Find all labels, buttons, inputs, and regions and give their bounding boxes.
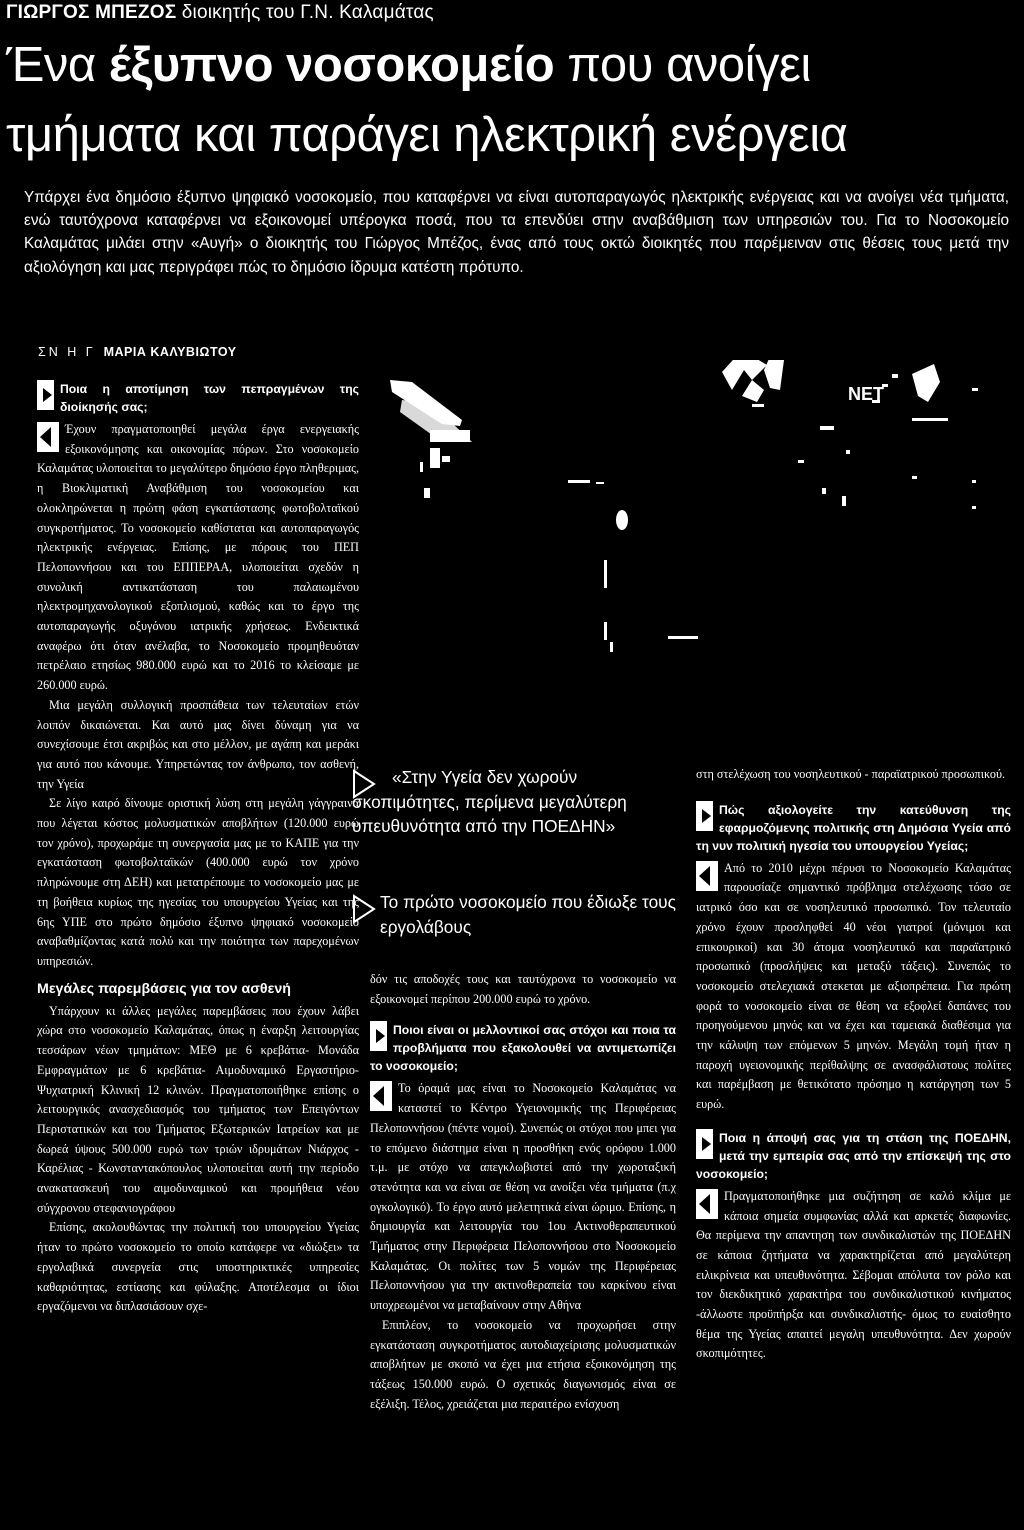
col2-paragraph-1: δόν τις αποδοχές τους και ταυτόχρονα το νοσοκομείο να εξοικονομεί περίπου 200.000 ευρώ το χρόνο.	[370, 972, 676, 1006]
photo-mark	[846, 450, 850, 454]
answer-marker-icon	[696, 861, 718, 891]
answer-4	[696, 1187, 1011, 1364]
pull-quote-1	[352, 765, 682, 839]
answer-2-text: Το όραμά μας είναι το Νοσοκομείο Καλαμάτας να καταστεί το Κέντρο Υγειονομικής της Περιφέρειας Πελοποννήσου (πέντε νομοί). Συνεπώς οι στόχοι που μπει για το επόμενο διάστημα είναι η προσθήκη ενός ορόφου 1.000 τ.μ. με στόχο να απεγκλωβιστεί από την χωροταξική στενότητα και να είναι σε θέση να ανοίξει νέα τμήματα (π.χ ογκολογικό). Το έργο αυτό μελετητικά είναι ώριμο. Επίσης, η δημιουργία και λειτουργία του 1ου Ακτινοθεραπευτικού Τμήματος στην Περιφέρεια Πελοποννήσου στο Νοσοκομείο Καλαμάτας. Οι πολίτες των 5 νομών της Περιφέρειας Πελοποννήσου για την ακτινοθεραπεία του καρκίνου είναι υποχρεωμένοι να μεταβαίνουν στην Αθήνα	[370, 1081, 676, 1313]
headline-line2: τμήματα και παράγει ηλεκτρική ενέργεια	[6, 108, 848, 162]
photo-mark	[842, 496, 846, 506]
column-1	[37, 380, 359, 1530]
answer-marker-icon	[37, 422, 59, 452]
photo-sign-text: ΝΕΤ	[848, 384, 884, 404]
photo-mark	[752, 404, 764, 407]
question-3-text: Πώς αξιολογείτε την κατεύθυνση της εφαρμοζόμενης πολιτικής στη Δημόσια Υγεία από τη νυν πολιτική ηγεσία του υπουργείου Υγείας;	[696, 802, 1011, 853]
photo-mark	[912, 418, 948, 421]
headline-part2: που ανοίγει	[554, 38, 811, 92]
pull-quote-1-text: «Στην Υγεία δεν χωρούν σκοπιμότητες, περίμενα μεγαλύτερη υπευθυνότητα από την ΠΟΕΔΗΝ»	[352, 767, 627, 836]
question-marker-icon	[370, 1021, 387, 1051]
quote-triangle-icon	[352, 769, 376, 799]
answer-3-text: Από το 2010 μέχρι πέρυσι το Νοσοκομείο Καλαμάτας παρουσίαζε σημαντικό πρόβλημα στελέχωσης τόσο σε ιατρικό όσο και σε νοσηλευτικό προσωπικό. Τον τελευταίο χρόνο έχουν προσληφθεί 40 νέοι γιατροί (μόνιμοι και επικουρικοί) και 30 άτομα νοσηλευτικό και παραϊατρικό προσωπικό (προσλήψεις και μεταξύ τάξεις). Συνεπώς το νοσοκομείο στελεχιακά στεκεται με αξιοπρέπεια. Για πρώτη φορά το νοσοκομείο είναι σε θέση να εξοφλεί δαπάνες του προηγούμενου μηνός και να έχει και ταμειακά διαθέσιμα για την κάλυψη των επόμενων 5 μηνών. Μεγάλη τομή ήταν η παροχή υγειονομικής περίθαλψης σε ανασφάλιστους πολίτες και παρέμβαση με θετικότατο πρόσημο η κατάργηση των 5 ευρώ.	[696, 860, 1011, 1112]
kicker-name: ΓΙΩΡΓΟΣ ΜΠΕΖΟΣ	[6, 2, 177, 23]
photo-mark	[420, 462, 423, 472]
photo-mark	[442, 456, 450, 462]
pull-quote-2-text: Το πρώτο νοσοκομείο που έδιωξε τους εργολάβους	[380, 892, 676, 937]
photo-graphic	[372, 360, 1024, 750]
photo-mark	[430, 448, 440, 468]
question-4-text: Ποια η άποψή σας για τη στάση της ΠΟΕΔΗΝ, μετά την εμπειρία σας από την επίσκεψή της στο νοσοκομείο;	[696, 1130, 1011, 1181]
question-marker-icon	[696, 1129, 713, 1159]
answer-1	[37, 420, 359, 696]
answer-marker-icon	[696, 1189, 718, 1219]
question-marker-icon	[696, 801, 713, 831]
answer-1-text: Έχουν πραγματοποιηθεί μεγάλα έργα ενεργειακής εξοικονόμησης και οικονομίας πόρων. Στο νοσοκομείο Καλαμάτας υλοποιείται το μεγαλύτερο δημόσιο έργο πληθεριμας, η Βιοκλιματική Αναβάθμιση του νοσοκομείου και ολοκληρώνεται η πρώτη φάση εγκατάστασης φωτοβολταϊκού συγκροτήματος. Το νοσοκομείο καθίσταται και αυτοπαραγωγός ηλεκτρικής ενέργειας. Επίσης, με πόρους του ΠΕΠ Πελοποννήσου και του ΕΠΠΕΡΑΑ, υλοποιείται σχεδόν η συνολική αντικατάσταση του παλαιωμένου ηλεκτρομηχανολογικού εξοπλισμού, καθώς και το έργο της αυτοπαραγωγής οξυγόνου ιατρικής χρήσεως. Ενδεικτικά αναφέρω ότι όταν ανέλαβα, το Νοσοκομείο προμηθευόταν πετρέλαιο ετησίως 980.000 ευρώ και το 2016 το κλείσαμε με 260.000 ευρώ.	[37, 422, 359, 693]
headline	[6, 30, 1016, 170]
photo-mark	[972, 388, 978, 391]
photo-mark	[596, 482, 604, 484]
col3-paragraph-1: στη στελέχωση του νοσηλευτικού - παραϊατρικού προσωπικού.	[696, 767, 1006, 781]
article-photo	[372, 360, 1024, 750]
answer-3	[696, 859, 1011, 1115]
headline-bold: έξυπνο νοσοκομείο	[108, 38, 555, 92]
photo-mark	[430, 430, 470, 442]
answer-marker-icon	[370, 1081, 392, 1111]
photo-mark	[912, 364, 940, 402]
photo-mark	[742, 380, 764, 402]
photo-mark	[668, 636, 698, 639]
photo-mark	[604, 560, 607, 588]
answer-4-text: Πραγματοποιήθηκε μια συζήτηση σε καλό κλίμα με κάποια σημεία συμφωνίας αλλά και αρκετές διαφωνίες. Θα περίμενα την απαντηση των συνδικαλιστών της ΠΟΕΔΗΝ σε κάποια ζητήματα να χαρακτηρίζεται από μεγαλύτερη ειλικρίνεια και υπευθυνότητα. Σέβομαι απόλυτα τον ρόλο και τον διεκδικητικό χαρακτήρα του συνδικαλιστικού κινήματος -άλλωστε προϋπήρξα και συνδικαλιστής- όμως το ευαίσθητο θέμα της Υγείας απαιτεί μεγαλη υπευθυνότητα. Δεν χωρούν σκοπιμότητες.	[696, 1188, 1011, 1361]
photo-mark	[616, 510, 628, 530]
byline-prefix: ΣΝ Η Γ	[38, 345, 96, 359]
photo-mark	[722, 360, 767, 390]
photo-mark	[972, 480, 976, 483]
quote-triangle-icon	[352, 894, 376, 924]
kicker-role: διοικητής του Γ.Ν. Καλαμάτας	[181, 2, 434, 23]
column-3	[696, 765, 1011, 1530]
col1-paragraph-4: Υπάρχουν κι άλλες μεγάλες παρεμβάσεις που έχουν λάβει χώρα στο νοσοκομείο Καλαμάτας, όπως η έναρξη λειτουργίας τεσσάρων νέων τμημάτων: ΜΕΘ με 6 κρεβάτια- Μονάδα Εμφραγμάτων με 6 κρεβάτια- Αιμοδυναμικό Εργαστήριο- Ψυχιατρική Κλινική 12 κλινών. Πραγματοποιήθηκε επίσης ο λειτουργικός ανασχεδιασμός του τμήματος των Επειγόντων Περιστατικών και του Τμήματος Εξωτερικών Ιατρείων και με δωρεά ύψους 500.000 ευρώ των τριών ιδρυμάτων Νιάρχος - Καρέλιας - Κωνσταντακόπουλος υλοποιείται αυτή την περίοδο ανακατασκευή του αιμοδυναμικού και προμήθεια νέου σύγχρονου στεφανιογράφου	[37, 1003, 359, 1215]
answer-2	[370, 1079, 676, 1315]
byline-name: ΜΑΡΙΑ ΚΑΛΥΒΙΩΤΟΥ	[103, 345, 237, 359]
photo-mark	[912, 476, 917, 479]
kicker	[6, 2, 434, 24]
col2-paragraph-3: Επιπλέον, το νοσοκομείο να προχωρήσει στην εγκατάσταση συγκροτήματος αυτοδιαχείρισης μολυσματικών αποβλήτων με σκοπό να έχει μια ετήσια εξοικονόμηση της τάξεως 150.000 ευρώ. Ο σχετικός διαγωνισμός είναι σε εξέλιξη. Τέλος, χρειάζεται μια περαιτέρω ενίσχυση	[370, 1317, 676, 1411]
pull-quote-2	[352, 890, 682, 939]
photo-mark	[972, 506, 976, 509]
photo-mark	[604, 622, 607, 640]
byline	[38, 345, 237, 359]
photo-mark	[424, 488, 430, 498]
question-2-text: Ποιοι είναι οι μελλοντικοί σας στόχοι και ποια τα προβλήματα που εξακολουθεί να αντιμετωπίζει το νοσοκομείο;	[370, 1023, 676, 1074]
col1-paragraph-5: Επίσης, ακολουθώντας την πολιτική του υπουργείου Υγείας ήταν το πρώτο νοσοκομείο το οποίο κατάφερε να «διώξει» τα εργολαβικά συνεργεία στις υποστηρικτικές υπηρεσίες καθαριότητας, εστίασης και φύλαξης. Αποτέλεσμα οι ίδιοι εργαζόμενοι να διπλασιάσουν σχε-	[37, 1220, 359, 1314]
photo-mark	[610, 642, 613, 652]
question-1	[37, 380, 359, 416]
question-1-text: Ποια η αποτίμηση των πεπραγμένων της διοίκησής σας;	[60, 382, 359, 414]
photo-mark	[822, 488, 826, 494]
col1-paragraph-2: Μια μεγάλη συλλογική προσπάθεια των τελευταίων ετών λοιπόν δικαιώνεται. Και αυτό μας δίνει δύναμη για να συνεχίσουμε έτσι ακριβώς και στο μέλλον, με αγάπη και μεράκι για αυτό που κάνουμε. Υπηρετώντας τον άνθρωπο, τον ασθενή, την Υγεία	[37, 697, 359, 791]
photo-mark	[892, 374, 898, 378]
subhead: Μεγάλες παρεμβάσεις για τον ασθενή	[37, 980, 291, 997]
photo-mark	[820, 426, 834, 430]
col1-paragraph-3: Σε λίγο καιρό δίνουμε οριστική λύση στη μεγάλη γάγγραινα που λέγεται κόστος μολυσματικών αποβλήτων (120.000 ευρώ τον χρόνο), προχωράμε τη συνεργασία μας με το ΚΑΠΕ για την εγκατάσταση φωτοβολταϊκών (400.000 ευρώ τον χρόνο πληρώνουμε στη ΔΕΗ) και μετατρέπουμε το νοσοκομείο μας με τη βοήθεια κυρίως της ηγεσίας του υπουργείου Υγείας και της 6ης ΥΠΕ στο πρώτο δημόσιο έξυπνο ψηφιακό νοσοκομείο αναβαθμίζοντας κατά πολύ και την ποιότητα των παρεχομένων υπηρεσιών.	[37, 796, 359, 968]
question-3	[696, 801, 1011, 855]
lead-paragraph: Υπάρχει ένα δημόσιο έξυπνο ψηφιακό νοσοκομείο, που καταφέρνει να είναι αυτοπαραγωγός ηλεκτρικής ενέργειας και να ανοίγει νέα τμήματα, ενώ ταυτόχρονα καταφέρνει να εξοικονομεί υπέρογκα ποσά, που τα επενδύει στην αναβάθμιση των υπηρεσιών του. Για το Νοσοκομείο Καλαμάτας μιλάει στην «Αυγή» ο διοικητής του Γιώργος Μπέζος, ένας από τους οκτώ διοικητές που παρέμειναν στις θέσεις τους μετά την αξιολόγηση και μας περιγράφει πώς το δημόσιο ίδρυμα κατέστη πρότυπο.	[24, 189, 1009, 276]
question-2	[370, 1021, 676, 1075]
headline-part1: Ένα	[6, 38, 109, 92]
photo-mark	[568, 480, 590, 483]
question-4	[696, 1129, 1011, 1183]
photo-mark	[798, 460, 804, 463]
photo-mark	[764, 360, 784, 390]
column-2	[370, 970, 676, 1530]
question-marker-icon	[37, 380, 54, 410]
